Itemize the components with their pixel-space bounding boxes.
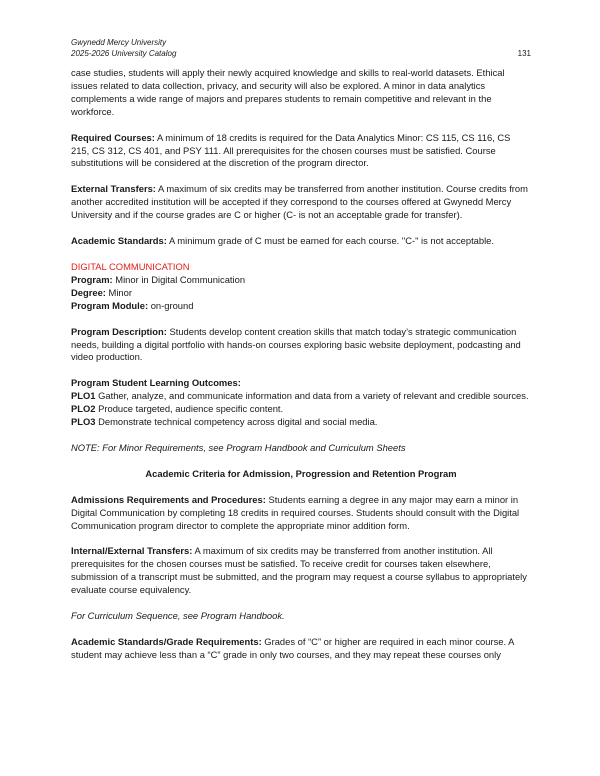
external-transfers-text: A maximum of six credits may be transferred from another institution. Course credits from another accredited institution will be accepted if they correspond to the courses offered at Gwynedd Mercy University and if the course grades are C or higher (C- is not an acceptable grade for transfer).: [71, 183, 528, 221]
academic-standards-paragraph: [71, 235, 531, 248]
degree-line: [71, 287, 531, 300]
page-number: 131: [517, 49, 531, 58]
external-transfers-paragraph: [71, 183, 531, 222]
degree-label: Degree:: [71, 286, 106, 298]
section-title: DIGITAL COMMUNICATION: [71, 260, 190, 272]
program-line: [71, 274, 531, 287]
outcome-item: [71, 390, 531, 403]
outcome-code: PLO2: [71, 403, 96, 415]
page-header: [71, 37, 531, 59]
required-courses-paragraph: [71, 132, 531, 171]
minor-requirements-note: NOTE: For Minor Requirements, see Program Handbook and Curriculum Sheets: [71, 441, 406, 453]
curriculum-note: For Curriculum Sequence, see Program Handbook.: [71, 610, 285, 622]
academic-standards-text: A minimum grade of C must be earned for each course. "C-" is not acceptable.: [166, 235, 495, 247]
admissions-paragraph: [71, 494, 531, 533]
transfers-label: Internal/External Transfers:: [71, 545, 193, 557]
outcome-text: Produce targeted, audience specific content.: [95, 403, 284, 415]
outcome-text: Gather, analyze, and communicate information and data from a variety of relevant and credible sources.: [95, 390, 529, 402]
academic-standards-label: Academic Standards:: [71, 235, 167, 247]
program-value: Minor in Digital Communication: [112, 273, 246, 285]
external-transfers-label: External Transfers:: [71, 183, 156, 195]
module-line: [71, 300, 531, 313]
description-text: Students develop content creation skills that match today’s strategic communication needs, building a digital portfolio with hands-on courses exploring basic website deployment, podcasting and video production.: [71, 325, 521, 363]
outcome-code: PLO1: [71, 390, 96, 402]
grade-requirements-paragraph: [71, 636, 531, 662]
admissions-text: Students earning a degree in any major may earn a minor in Digital Communication by completing 18 credits in required courses. Students should consult with the Digital Communication program director to complete the appropriate minor addition form.: [71, 493, 520, 531]
outcomes-heading: Program Student Learning Outcomes:: [71, 377, 241, 389]
module-label: Program Module:: [71, 299, 149, 311]
description-paragraph: [71, 326, 531, 365]
required-courses-label: Required Courses:: [71, 131, 155, 143]
admissions-label: Admissions Requirements and Procedures:: [71, 493, 266, 505]
required-courses-text: A minimum of 18 credits is required for the Data Analytics Minor: CS 115, CS 116, CS 215, CS 312, CS 401, and PSY 111. All prerequisites for the chosen courses must be satisfied. Course substitutions will be considered at the discretion of the program director.: [71, 131, 511, 169]
outcome-item: [71, 416, 531, 429]
program-label: Program:: [71, 273, 113, 285]
description-label: Program Description:: [71, 325, 167, 337]
criteria-heading: Academic Criteria for Admission, Progression and Retention Program: [145, 467, 457, 479]
transfers-text: A maximum of six credits may be transferred from another institution. All prerequisites for the chosen courses must be satisfied. To receive credit for courses taken elsewhere, submission of a transcript must be submitted, and the program may request a course syllabus to appropriately evaluate course equivalency.: [71, 545, 527, 596]
catalog-title: 2025-2026 University Catalog: [71, 49, 177, 58]
grade-requirements-text: Grades of “C” or higher are required in each minor course. A student may achieve less than a “C” grade in only two courses, and they may repeat these courses only: [71, 636, 514, 660]
grade-requirements-label: Academic Standards/Grade Requirements:: [71, 636, 262, 647]
outcome-text: Demonstrate technical competency across digital and social media.: [95, 416, 378, 428]
intro-paragraph: case studies, students will apply their newly acquired knowledge and skills to real-world datasets. Ethical issues related to data collection, privacy, and security will also be explored. A minor in data analytics complements a wide range of majors and prepares students to remain competitive and relevant in the workforce.: [71, 67, 505, 117]
module-value: on-ground: [148, 299, 194, 311]
page-content: [71, 67, 531, 662]
outcome-item: [71, 403, 531, 416]
degree-value: Minor: [105, 286, 132, 298]
outcome-code: PLO3: [71, 416, 96, 428]
institution-name: Gwynedd Mercy University: [71, 38, 167, 47]
transfers-paragraph: [71, 545, 531, 597]
